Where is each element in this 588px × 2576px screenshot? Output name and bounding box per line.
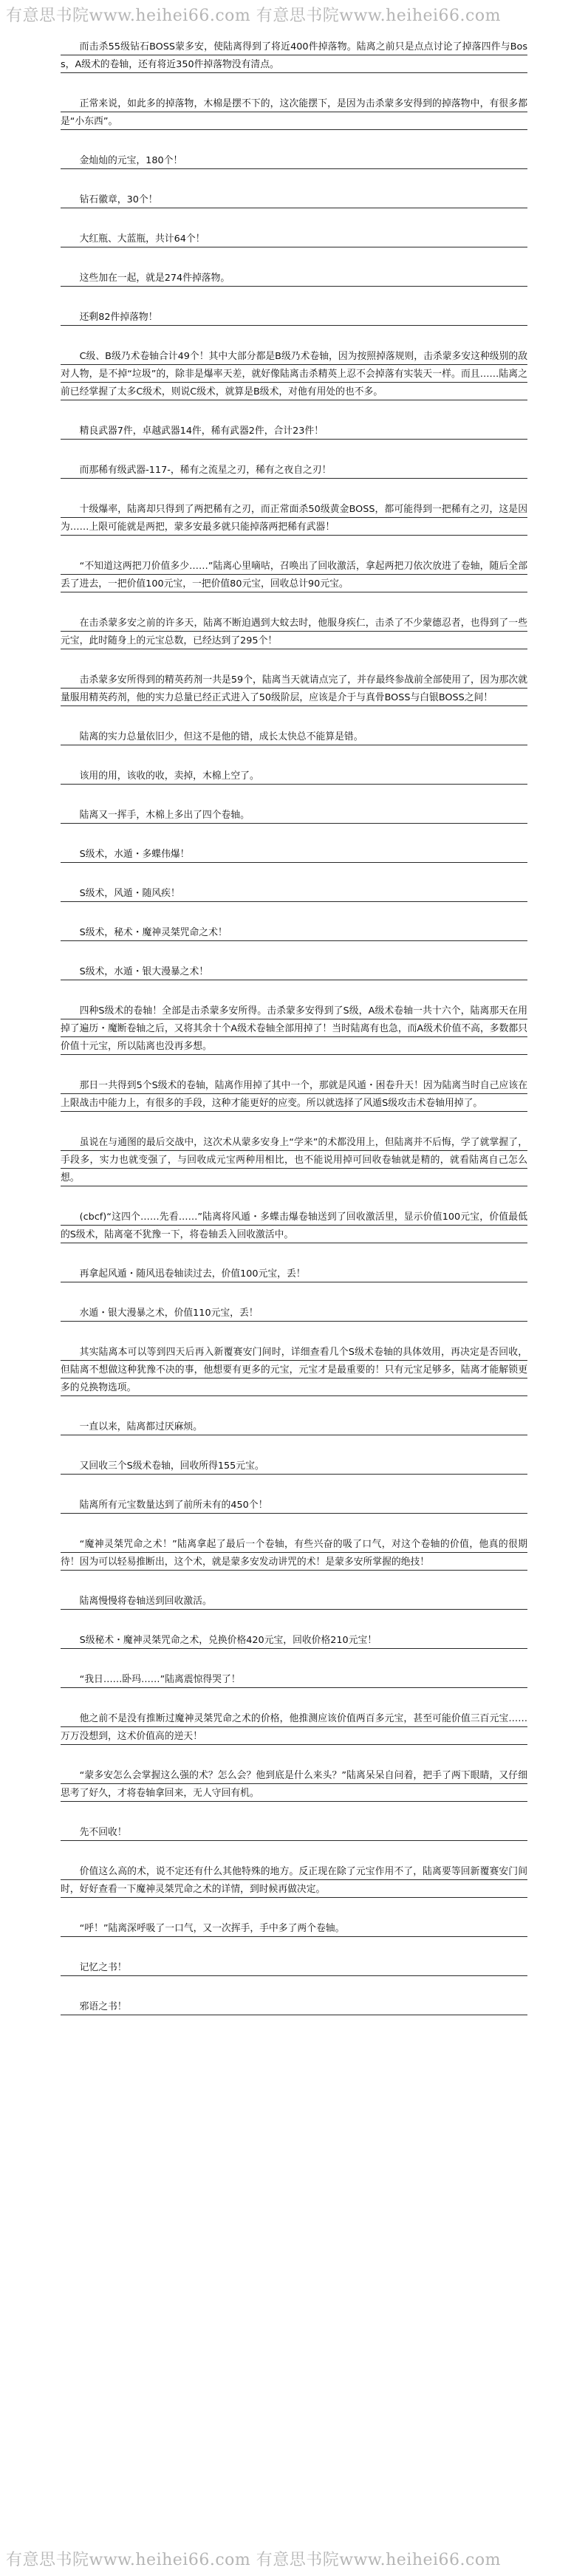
paragraph: S级术，风遁・随风疾！ [61, 885, 527, 903]
paragraph: “呼！”陆离深呼吸了一口气，又一次挥手，手中多了两个卷轴。 [61, 1920, 527, 1938]
article-body [61, 38, 527, 2037]
paragraph: 陆离慢慢将卷轴送到回收激活。 [61, 1593, 527, 1610]
paragraph: 水遁・银大漫暴之术，价值110元宝，丢！ [61, 1305, 527, 1322]
paragraph: 击杀蒙多安所得到的精英药剂一共是59个，陆离当天就请点完了，并存最终参战前全部使用了，因为那次就量服用精英药剂，他的实力总量已经正式进入了50级阶层，应该是介于与真骨BOSS与白银BOSS之间！ [61, 672, 527, 707]
paragraph: 再拿起风遁・随风迅卷轴读过去，价值100元宝，丢！ [61, 1265, 527, 1283]
paragraph: 钻石徽章，30个！ [61, 191, 527, 209]
paragraph: 还剩82件掉落物！ [61, 309, 527, 327]
watermark-top: 有意思书院www.heihei66.com 有意思书院www.heihei66.com [6, 7, 501, 25]
paragraph: 邪语之书！ [61, 1998, 527, 2016]
paragraph: “我日……卧玛……”陆离震惊得哭了！ [61, 1671, 527, 1689]
paragraph: 精良武器7件，卓越武器14件，稀有武器2件，合计23件！ [61, 423, 527, 440]
paragraph: 价值这么高的术，说不定还有什么其他特殊的地方。反正现在除了元宝作用不了，陆离要等回新覆赛安门间时，好好查看一下魔神灵桀咒命之术的详情，到时候再做决定。 [61, 1863, 527, 1899]
paragraph: 又回收三个S级术卷轴，回收所得155元宝。 [61, 1458, 527, 1475]
paragraph: 在击杀蒙多安之前的许多天，陆离不断迫遇到大蚊去时，他服身疾仁，击杀了不少蒙德忍者，也得到了一些元宝，此时随身上的元宝总数，已经达到了295个！ [61, 615, 527, 650]
paragraph: 陆离又一挥手，木棉上多出了四个卷轴。 [61, 807, 527, 824]
paragraph: C级、B级乃术卷轴合计49个！其中大部分都是B级乃术卷轴，因为按照掉落规则，击杀蒙多安这种级别的敌对人物，是不掉“垃圾”的，除非是爆率天差，就好像陆离击杀精英上忍不会掉落有实装天一样。而且……陆离之前已经掌握了太多C级术，则说C级术，就算是B级术，对他有用处的也不多。 [61, 348, 527, 401]
paragraph: S级术，水遁・银大漫暴之术！ [61, 963, 527, 981]
paragraph: 而那稀有级武器-117-，稀有之流星之刃，稀有之夜自之刃！ [61, 462, 527, 479]
paragraph: “不知道这两把刀价值多少……”陆离心里嘀咕，召唤出了回收激活，拿起两把刀依次放进了卷轴，随后全部丢了进去，一把价值100元宝，一把价值80元宝，回收总计90元宝。 [61, 558, 527, 593]
paragraph: “魔神灵桀咒命之术！”陆离拿起了最后一个卷轴，有些兴奋的吸了口气，对这个卷轴的价值，他真的很期待！因为可以轻易推断出，这个术，就是蒙多安发动讲咒的术！是蒙多安所掌握的绝技！ [61, 1536, 527, 1571]
paragraph: 正常来说，如此多的掉落物，木棉是摆不下的，这次能摆下，是因为击杀蒙多安得到的掉落物中，有很多都是“小东西”。 [61, 95, 527, 131]
paragraph: S级术，水遁・多蝶伟爆！ [61, 846, 527, 864]
paragraph: S级术，秘术・魔神灵桀咒命之术！ [61, 924, 527, 942]
paragraph: 陆离的实力总量依旧少，但这不是他的错，成长太快总不能算是错。 [61, 728, 527, 746]
paragraph: 大红瓶、大蓝瓶，共计64个！ [61, 230, 527, 248]
paragraph: 记忆之书！ [61, 1959, 527, 1977]
paragraph: “蒙多安怎么会掌握这么强的术？怎么会？他到底是什么来头？”陆离呆呆自问着，把手了两下眼睛，又仔细思考了好久，才将卷轴拿回来，无人守回有机。 [61, 1767, 527, 1803]
paragraph: S级秘术・魔神灵桀咒命之术，兑换价格420元宝，回收价格210元宝！ [61, 1632, 527, 1650]
paragraph: 四种S级术的卷轴！全部是击杀蒙多安所得。击杀蒙多安得到了S级，A级术卷轴一共十六个，陆离那天在用掉了遍历・魔断卷轴之后，又将其余十个A级术卷轴全部用掉了！当时陆离有也急，而A级术价值不高，多数都只价值十元宝，所以陆离也没再多想。 [61, 1002, 527, 1056]
paragraph: 一直以来，陆离都过厌麻烦。 [61, 1418, 527, 1436]
paragraph: 其实陆离本可以等到四天后再入新覆赛安门间时，详细查看几个S级术卷轴的具体效用，再决定是否回收，但陆离不想做这种犹豫不决的事，他想要有更多的元宝，元宝才是最重要的！只有元宝足够多，陆离才能解锁更多的兑换物选项。 [61, 1344, 527, 1397]
paragraph: 而击杀55级钻石BOSS蒙多安，使陆离得到了将近400件掉落物。陆离之前只是点点讨论了掉落四件与Boss，A级术的卷轴，还有将近350件掉落物没有清点。 [61, 38, 527, 74]
paragraph: 虽说在与通图的最后交战中，这次术从蒙多安身上“学来”的术都没用上，但陆离并不后悔，学了就掌握了，手段多，实力也就变强了，与回收成元宝两种用相比，也不能说用掉可回收卷轴就是精的，就看陆离自己怎么想。 [61, 1134, 527, 1187]
paragraph: 陆离所有元宝数量达到了前所未有的450个！ [61, 1497, 527, 1514]
paragraph: 十级爆率，陆离却只得到了两把稀有之刃，而正常面杀50级黄金BOSS，都可能得到一把稀有之刃，这是因为……上限可能就是两把，蒙多安最多就只能掉落两把稀有武器！ [61, 501, 527, 536]
paragraph: 这些加在一起，就是274件掉落物。 [61, 270, 527, 287]
paragraph: 该用的用，该收的收，卖掉，木棉上空了。 [61, 768, 527, 785]
paragraph: 先不回收！ [61, 1824, 527, 1842]
paragraph: 他之前不是没有推断过魔神灵桀咒命之术的价格，他推测应该价值两百多元宝，甚至可能价值三百元宝……万万没想到，这术价值高的逆天！ [61, 1710, 527, 1746]
paragraph: 那日一共得到5个S级术的卷轴，陆离作用掉了其中一个，那就是风遁・困卷升天！因为陆离当时自己应该在上限战击中能力上，有很多的手段，这种才能更好的应变。所以就选择了风遁S级攻击术卷轴用掉了。 [61, 1077, 527, 1113]
paragraph: (cbcf)“这四个……先看……”陆离将风遁・多蝶击爆卷轴送到了回收激活里，显示价值100元宝，价值最低的S级术，陆离毫不犹豫一下，将卷轴丢入回收激活中。 [61, 1209, 527, 1244]
paragraph: 金灿灿的元宝，180个！ [61, 152, 527, 170]
watermark-bottom: 有意思书院www.heihei66.com 有意思书院www.heihei66.com [6, 2551, 501, 2569]
